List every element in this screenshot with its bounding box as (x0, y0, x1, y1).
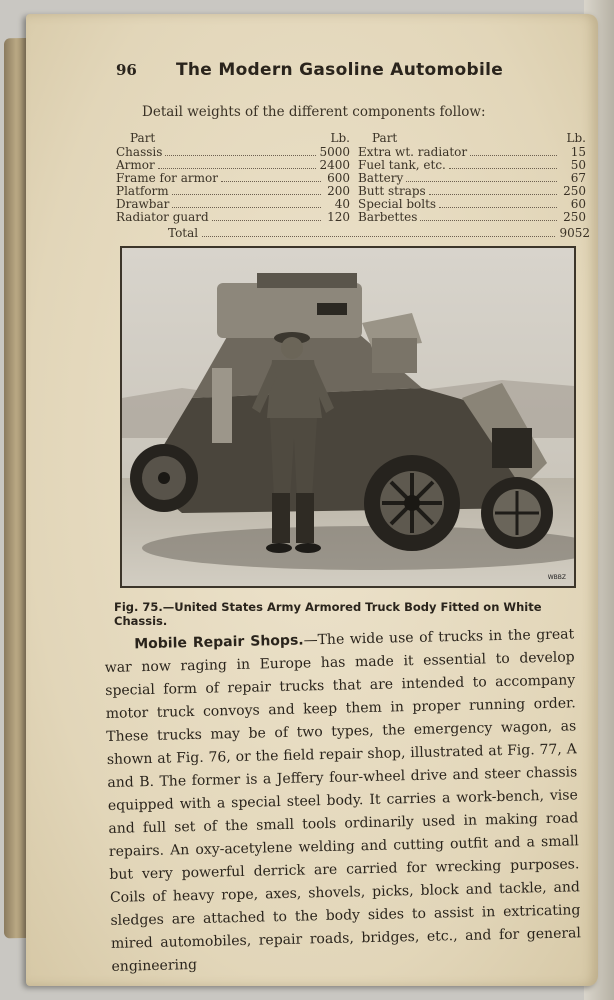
col-lb-header: Lb. (330, 131, 350, 145)
weight-part: Battery (358, 171, 404, 185)
page-header (116, 60, 546, 80)
weight-part: Frame for armor (116, 171, 218, 185)
col-lb-header: Lb. (566, 131, 586, 145)
weight-part: Special bolts (358, 197, 437, 211)
total-value: 9052 (559, 226, 590, 240)
weight-part: Chassis (116, 145, 163, 159)
body-paragraph (104, 623, 582, 979)
weight-part: Platform (116, 184, 169, 198)
weight-lb: 600 (327, 171, 350, 185)
weight-part: Fuel tank, etc. (358, 158, 446, 172)
weight-row (358, 211, 586, 224)
weights-column-right (358, 132, 586, 224)
weight-part: Barbettes (358, 210, 418, 224)
weight-part: Armor (116, 158, 155, 172)
weight-part: Extra wt. radiator (358, 145, 468, 159)
weight-lb: 67 (570, 171, 586, 185)
figure-caption: Fig. 75.—United States Army Armored Truck Body Fitted on White Chassis. (114, 600, 542, 628)
weight-lb: 2400 (319, 158, 350, 172)
weight-lb: 5000 (319, 145, 350, 159)
weights-intro: Detail weights of the different components follow: (142, 104, 486, 120)
weights-column-left (116, 132, 350, 224)
weight-part: Butt straps (358, 184, 426, 198)
weight-lb: 15 (570, 145, 586, 159)
weight-lb: 200 (327, 184, 350, 198)
total-label: Total (168, 226, 199, 240)
armored-truck-illustration (122, 248, 574, 586)
photo-credit: WBBZ (547, 574, 566, 581)
weight-lb: 250 (563, 210, 586, 224)
weight-lb: 120 (327, 210, 350, 224)
running-title: The Modern Gasoline Automobile (176, 60, 504, 80)
weight-part: Radiator guard (116, 210, 209, 224)
weight-part: Drawbar (116, 197, 170, 211)
col-part-header: Part (372, 131, 398, 145)
weight-lb: 60 (570, 197, 586, 211)
weight-lb: 250 (563, 184, 586, 198)
weight-lb: 50 (570, 158, 586, 172)
weights-column-header (358, 132, 586, 145)
weight-lb: 40 (334, 197, 350, 211)
weights-total-row (168, 227, 590, 240)
book-page (26, 14, 598, 986)
weight-row (116, 211, 350, 224)
armored-truck-photo (120, 246, 576, 588)
page-number: 96 (116, 61, 137, 79)
section-heading: Mobile Repair Shops. (134, 632, 304, 653)
col-part-header: Part (130, 131, 156, 145)
paragraph-text: —The wide use of trucks in the great war now raging in Europe has made it essential to develop special form of repair trucks that are intended to accompany motor truck convoys and keep them in proper running order. These trucks may be of two types, the emergency wagon, as shown at Fig. 76, or the field repair shop, illustrated at Fig. 77, A and B. The former is a Jeffery four-wheel drive and steer chassis equipped with a special steel body. It carries a work-bench, vise and full set of the small tools ordinarily used in making road repairs. An oxy-acetylene welding and cutting outfit and a small but very powerful derrick are carried for wrecking purposes. Coils of heavy rope, axes, shovels, picks, block and tackle, and sledges are attached to the body sides to assist in extricating mired automobiles, repair roads, bridges, etc., and for general engineering (104, 626, 582, 975)
weights-column-header (116, 132, 350, 145)
